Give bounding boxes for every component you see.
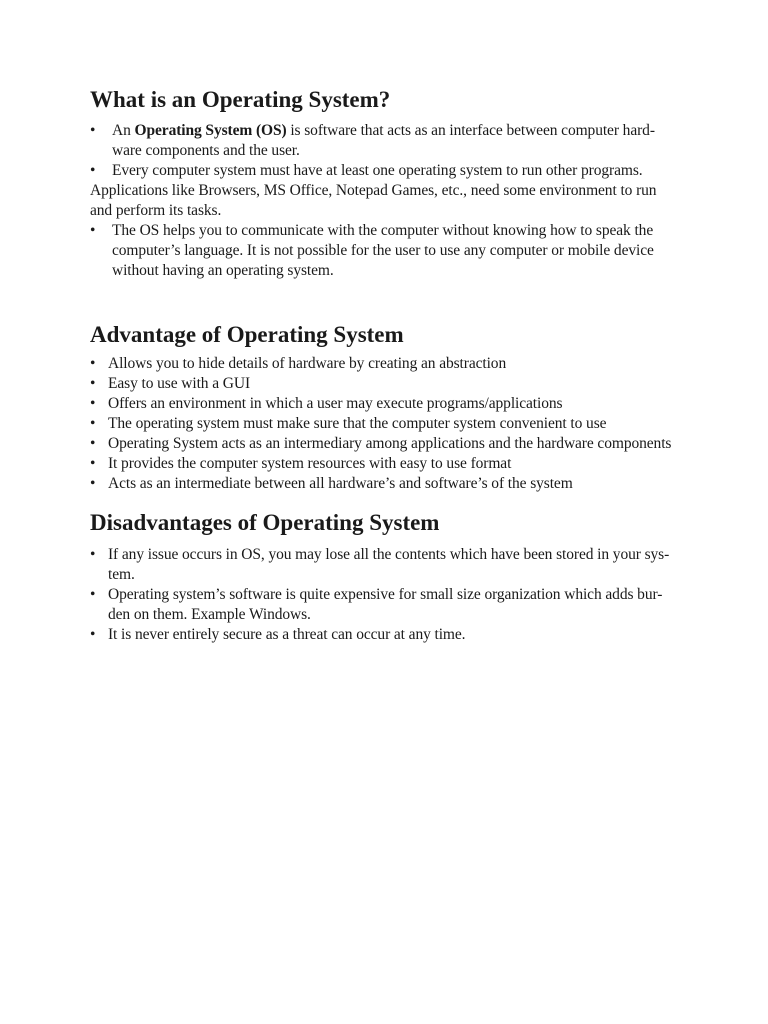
list-item-text: The operating system must make sure that the computer system convenient to use <box>108 415 607 432</box>
list-item-line: ware components and the user. <box>112 142 300 159</box>
bullet-list <box>90 221 740 281</box>
paragraph <box>90 181 740 221</box>
bullet-icon: • <box>90 222 96 239</box>
list-item <box>90 454 740 474</box>
list-item-line: tem. <box>108 566 135 583</box>
list-item <box>90 354 740 374</box>
section-advantages <box>90 354 740 494</box>
list-item-text: Acts as an intermediate between all hardware’s and software’s of the system <box>108 475 573 492</box>
list-item <box>90 545 740 585</box>
list-item <box>90 474 740 494</box>
list-item-text: Operating System acts as an intermediary among applications and the hardware components <box>108 435 672 452</box>
text-fragment: An <box>112 122 135 139</box>
list-item-line: den on them. Example Windows. <box>108 606 311 623</box>
list-item-line: Every computer system must have at least one operating system to run other programs. <box>112 162 643 179</box>
list-item <box>90 374 740 394</box>
bold-term: Operating System (OS) <box>134 122 287 139</box>
section-title-what-is-os: What is an Operating System? <box>90 87 391 112</box>
section-title-advantages: Advantage of Operating System <box>90 322 404 347</box>
bullet-icon: • <box>90 475 96 492</box>
bullet-icon: • <box>90 586 96 603</box>
text-fragment: is software that acts as an interface between computer hard- <box>286 122 655 139</box>
bullet-icon: • <box>90 355 96 372</box>
list-item-text: Allows you to hide details of hardware by creating an abstraction <box>108 355 507 372</box>
bullet-icon: • <box>90 546 96 563</box>
list-item <box>90 121 740 161</box>
list-item-text: It provides the computer system resources with easy to use format <box>108 455 512 472</box>
section-title-disadvantages: Disadvantages of Operating System <box>90 510 440 535</box>
list-item <box>90 394 740 414</box>
bullet-list <box>90 354 740 494</box>
list-item-line: If any issue occurs in OS, you may lose all the contents which have been stored in your sys- <box>108 546 670 563</box>
bullet-icon: • <box>90 122 96 139</box>
list-item-line: Operating system’s software is quite expensive for small size organization which adds bur- <box>108 586 663 603</box>
list-item <box>90 434 740 454</box>
bullet-icon: • <box>90 162 96 179</box>
list-item-text: Easy to use with a GUI <box>108 375 251 392</box>
bullet-list <box>90 121 740 181</box>
document-page <box>90 84 740 645</box>
section-what-is-os <box>90 121 740 281</box>
bullet-icon: • <box>90 455 96 472</box>
list-item-line: computer’s language. It is not possible for the user to use any computer or mobile device <box>112 242 654 259</box>
paragraph-line: and perform its tasks. <box>90 202 222 219</box>
bullet-icon: • <box>90 415 96 432</box>
paragraph-line: Applications like Browsers, MS Office, Notepad Games, etc., need some environment to run <box>90 182 657 199</box>
list-item-text: Offers an environment in which a user may execute programs/applications <box>108 395 563 412</box>
bullet-icon: • <box>90 626 96 643</box>
section-disadvantages <box>90 545 740 645</box>
list-item-line: The OS helps you to communicate with the computer without knowing how to speak the <box>112 222 654 239</box>
list-item <box>90 161 740 181</box>
list-item <box>90 414 740 434</box>
bullet-icon: • <box>90 375 96 392</box>
list-item-line <box>112 121 740 141</box>
list-item <box>90 585 740 625</box>
list-item <box>90 625 740 645</box>
list-item <box>90 221 740 281</box>
bullet-icon: • <box>90 395 96 412</box>
list-item-line: It is never entirely secure as a threat can occur at any time. <box>108 626 466 643</box>
bullet-list <box>90 545 740 645</box>
list-item-line: without having an operating system. <box>112 262 334 279</box>
bullet-icon: • <box>90 435 96 452</box>
